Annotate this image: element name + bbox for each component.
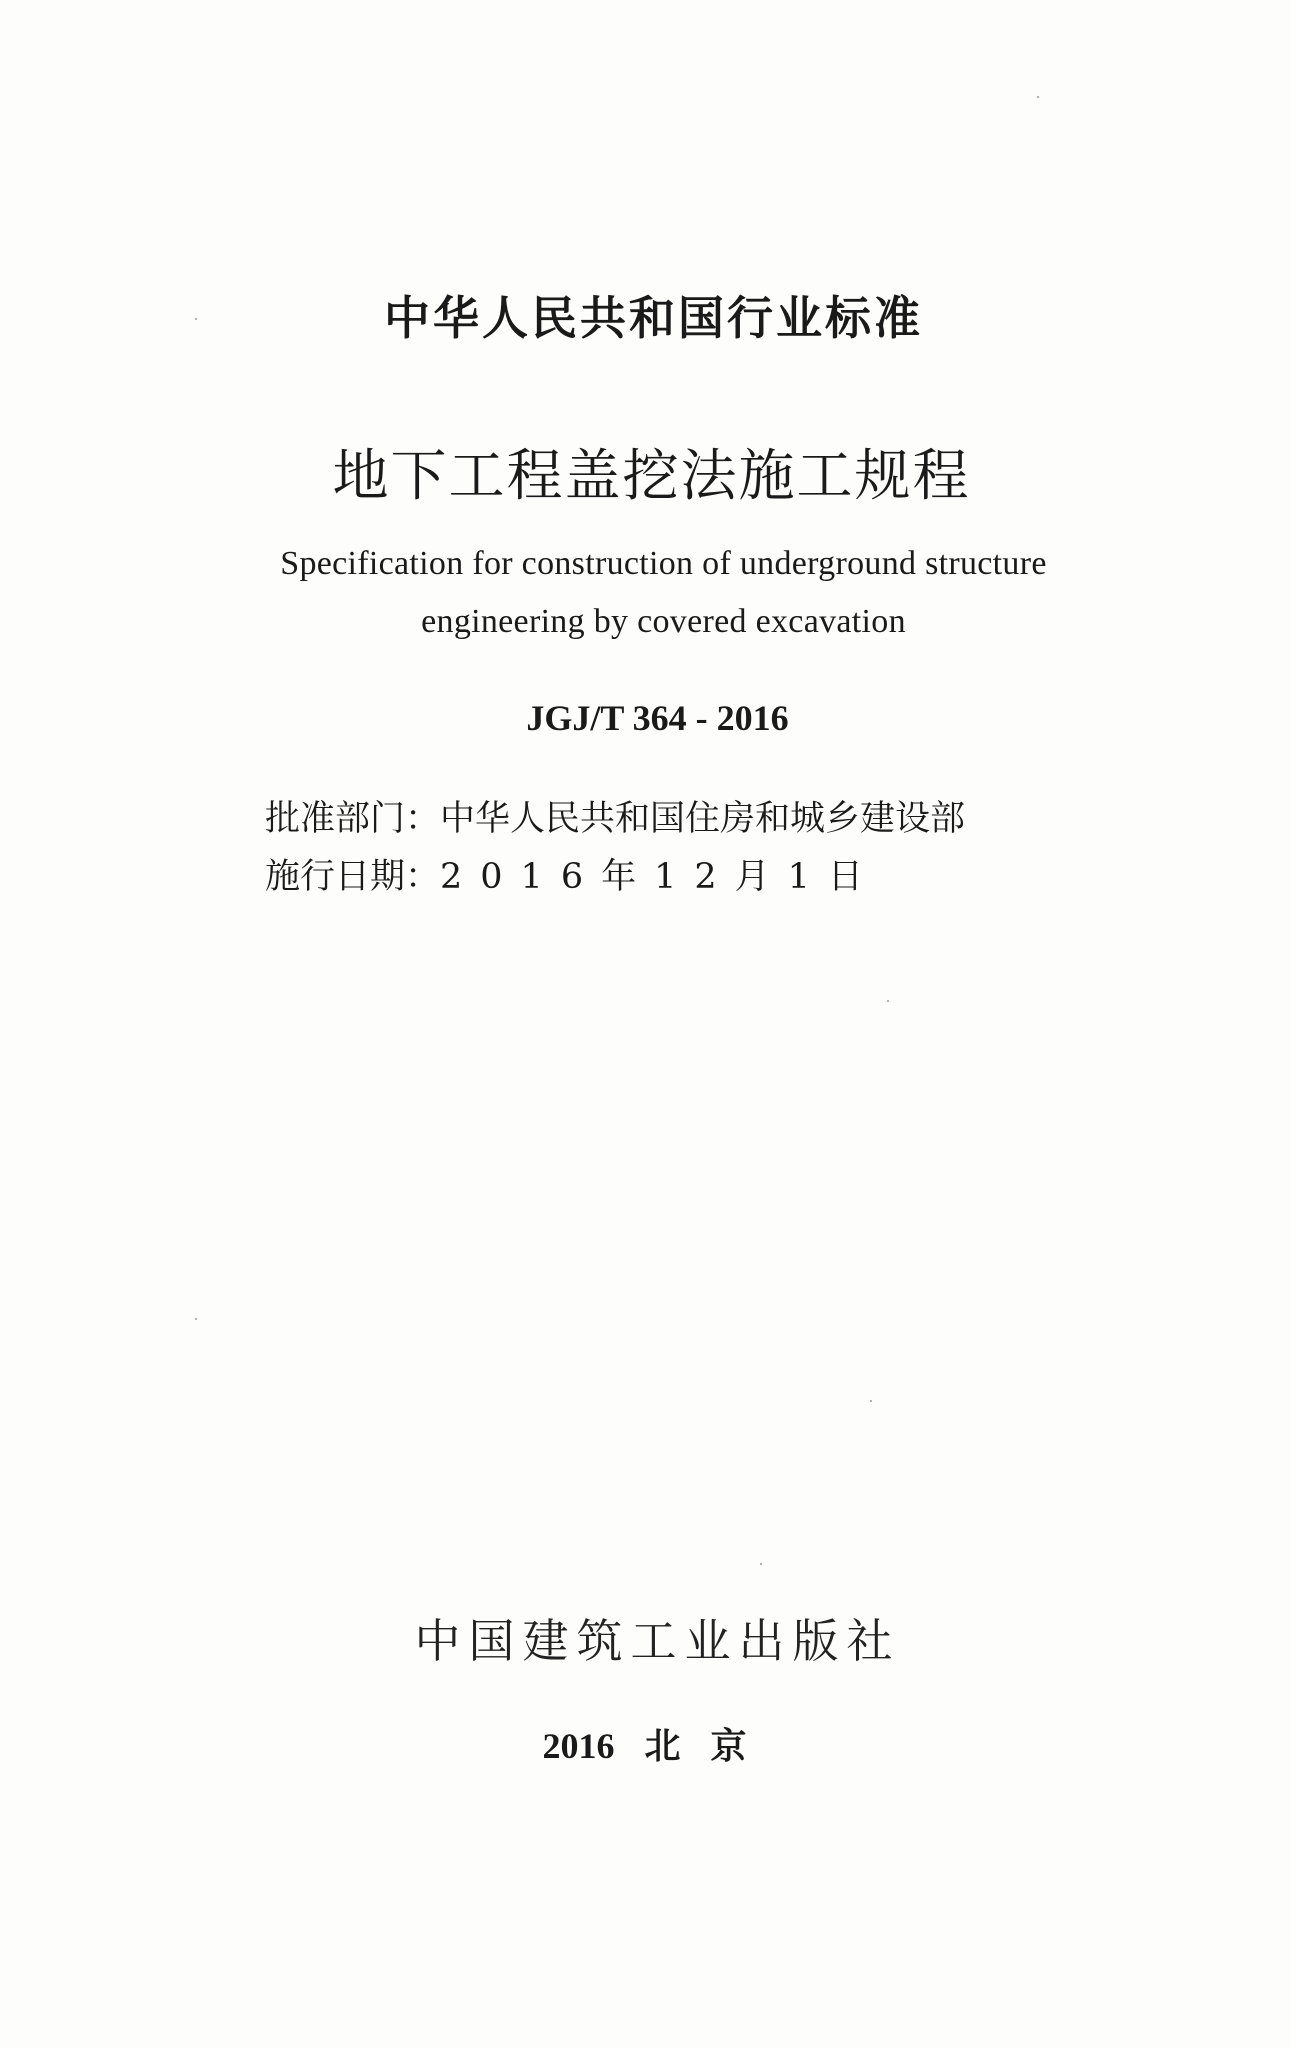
- approval-value: 中华人民共和国住房和城乡建设部: [440, 799, 966, 839]
- publication-city: 北京: [644, 1725, 777, 1767]
- scan-speck: [887, 1000, 889, 1002]
- approval-label: 批准部门：: [265, 799, 441, 839]
- english-title-line-2: engineering by covered excavation: [421, 603, 906, 640]
- effective-date-value: 2016年12月1日: [440, 857, 881, 897]
- approval-info: [265, 790, 965, 906]
- publisher-name: 中国建筑工业出版社: [414, 1614, 901, 1668]
- effective-date-label: 施行日期：: [265, 857, 441, 897]
- scan-speck: [1037, 96, 1039, 98]
- chinese-title: 地下工程盖挖法施工规程: [332, 444, 971, 509]
- scan-speck: [195, 318, 197, 320]
- scan-speck: [760, 1563, 762, 1565]
- standard-category-heading: 中华人民共和国行业标准: [384, 291, 923, 345]
- standard-number: JGJ/T 364 - 2016: [526, 698, 789, 738]
- approval-row: [265, 790, 965, 848]
- publication-year-place: [14, 1718, 1291, 1769]
- effective-date-row: [265, 848, 965, 906]
- publication-year: 2016: [542, 1726, 615, 1766]
- scan-speck: [195, 1318, 197, 1320]
- english-title-line-1: Specification for construction of underground structure: [280, 545, 1047, 582]
- scan-speck: [870, 1400, 872, 1402]
